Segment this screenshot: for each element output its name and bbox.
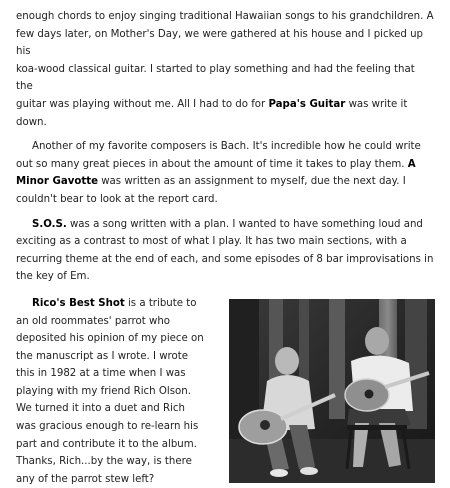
text-line: enough chords to enjoy singing traditional Hawaiian songs to his grandchildren. A <box>16 11 434 22</box>
photo-two-guitarists <box>229 299 435 483</box>
text-line: koa-wood classical guitar. I started to play something and had the feeling that the <box>16 63 415 93</box>
song-title-sos: S.O.S. <box>32 218 67 230</box>
text-line: guitar was playing without me. All I had to do for <box>16 98 269 110</box>
paragraph-papas-guitar <box>16 8 434 131</box>
text-line: few days later, on Mother's Day, we were gathered at his house and I picked up his <box>16 28 424 58</box>
song-title-a-minor-gavotte: A Minor Gavotte <box>16 158 416 188</box>
paragraph-text: Another of my favorite composers is Bach. It's incredible how he could write out so many great pieces in about the amount of time it takes to play them. <box>16 141 421 170</box>
paragraph-text: was a song written with a plan. I wanted to have something loud and exciting as a contrast to most of what I play. It has two main sections, with a recurring theme at the end of each, and some episodes of 8 bar improvisations in the key of Em. <box>16 218 434 283</box>
paragraph-text: is a tribute to an old roommates' parrot who deposited his opinion of my piece on the manuscript as I wrote. I wrote this in 1982 at a time when I was playing with my friend Rich Olson. We turned it into a duet and Rich was gracious enough to re-learn his part and contribute it to the album. Thanks, Rich...by the way, is there any of the parrot stew left? <box>16 297 204 485</box>
paragraph-text: was written as an assignment to myself, due the next day. I couldn't bear to look at the report card. <box>16 176 406 205</box>
photo-illustration-icon <box>229 299 435 483</box>
song-title-papas-guitar: Papa's Guitar <box>268 98 346 110</box>
photo-section <box>16 295 434 488</box>
paragraph-a-minor-gavotte <box>16 138 434 208</box>
song-title-ricos-best-shot: Rico's Best Shot <box>32 297 125 309</box>
text-line: was write it down. <box>16 98 408 128</box>
paragraph-ricos-best-shot <box>16 295 206 488</box>
paragraph-sos <box>16 216 434 286</box>
